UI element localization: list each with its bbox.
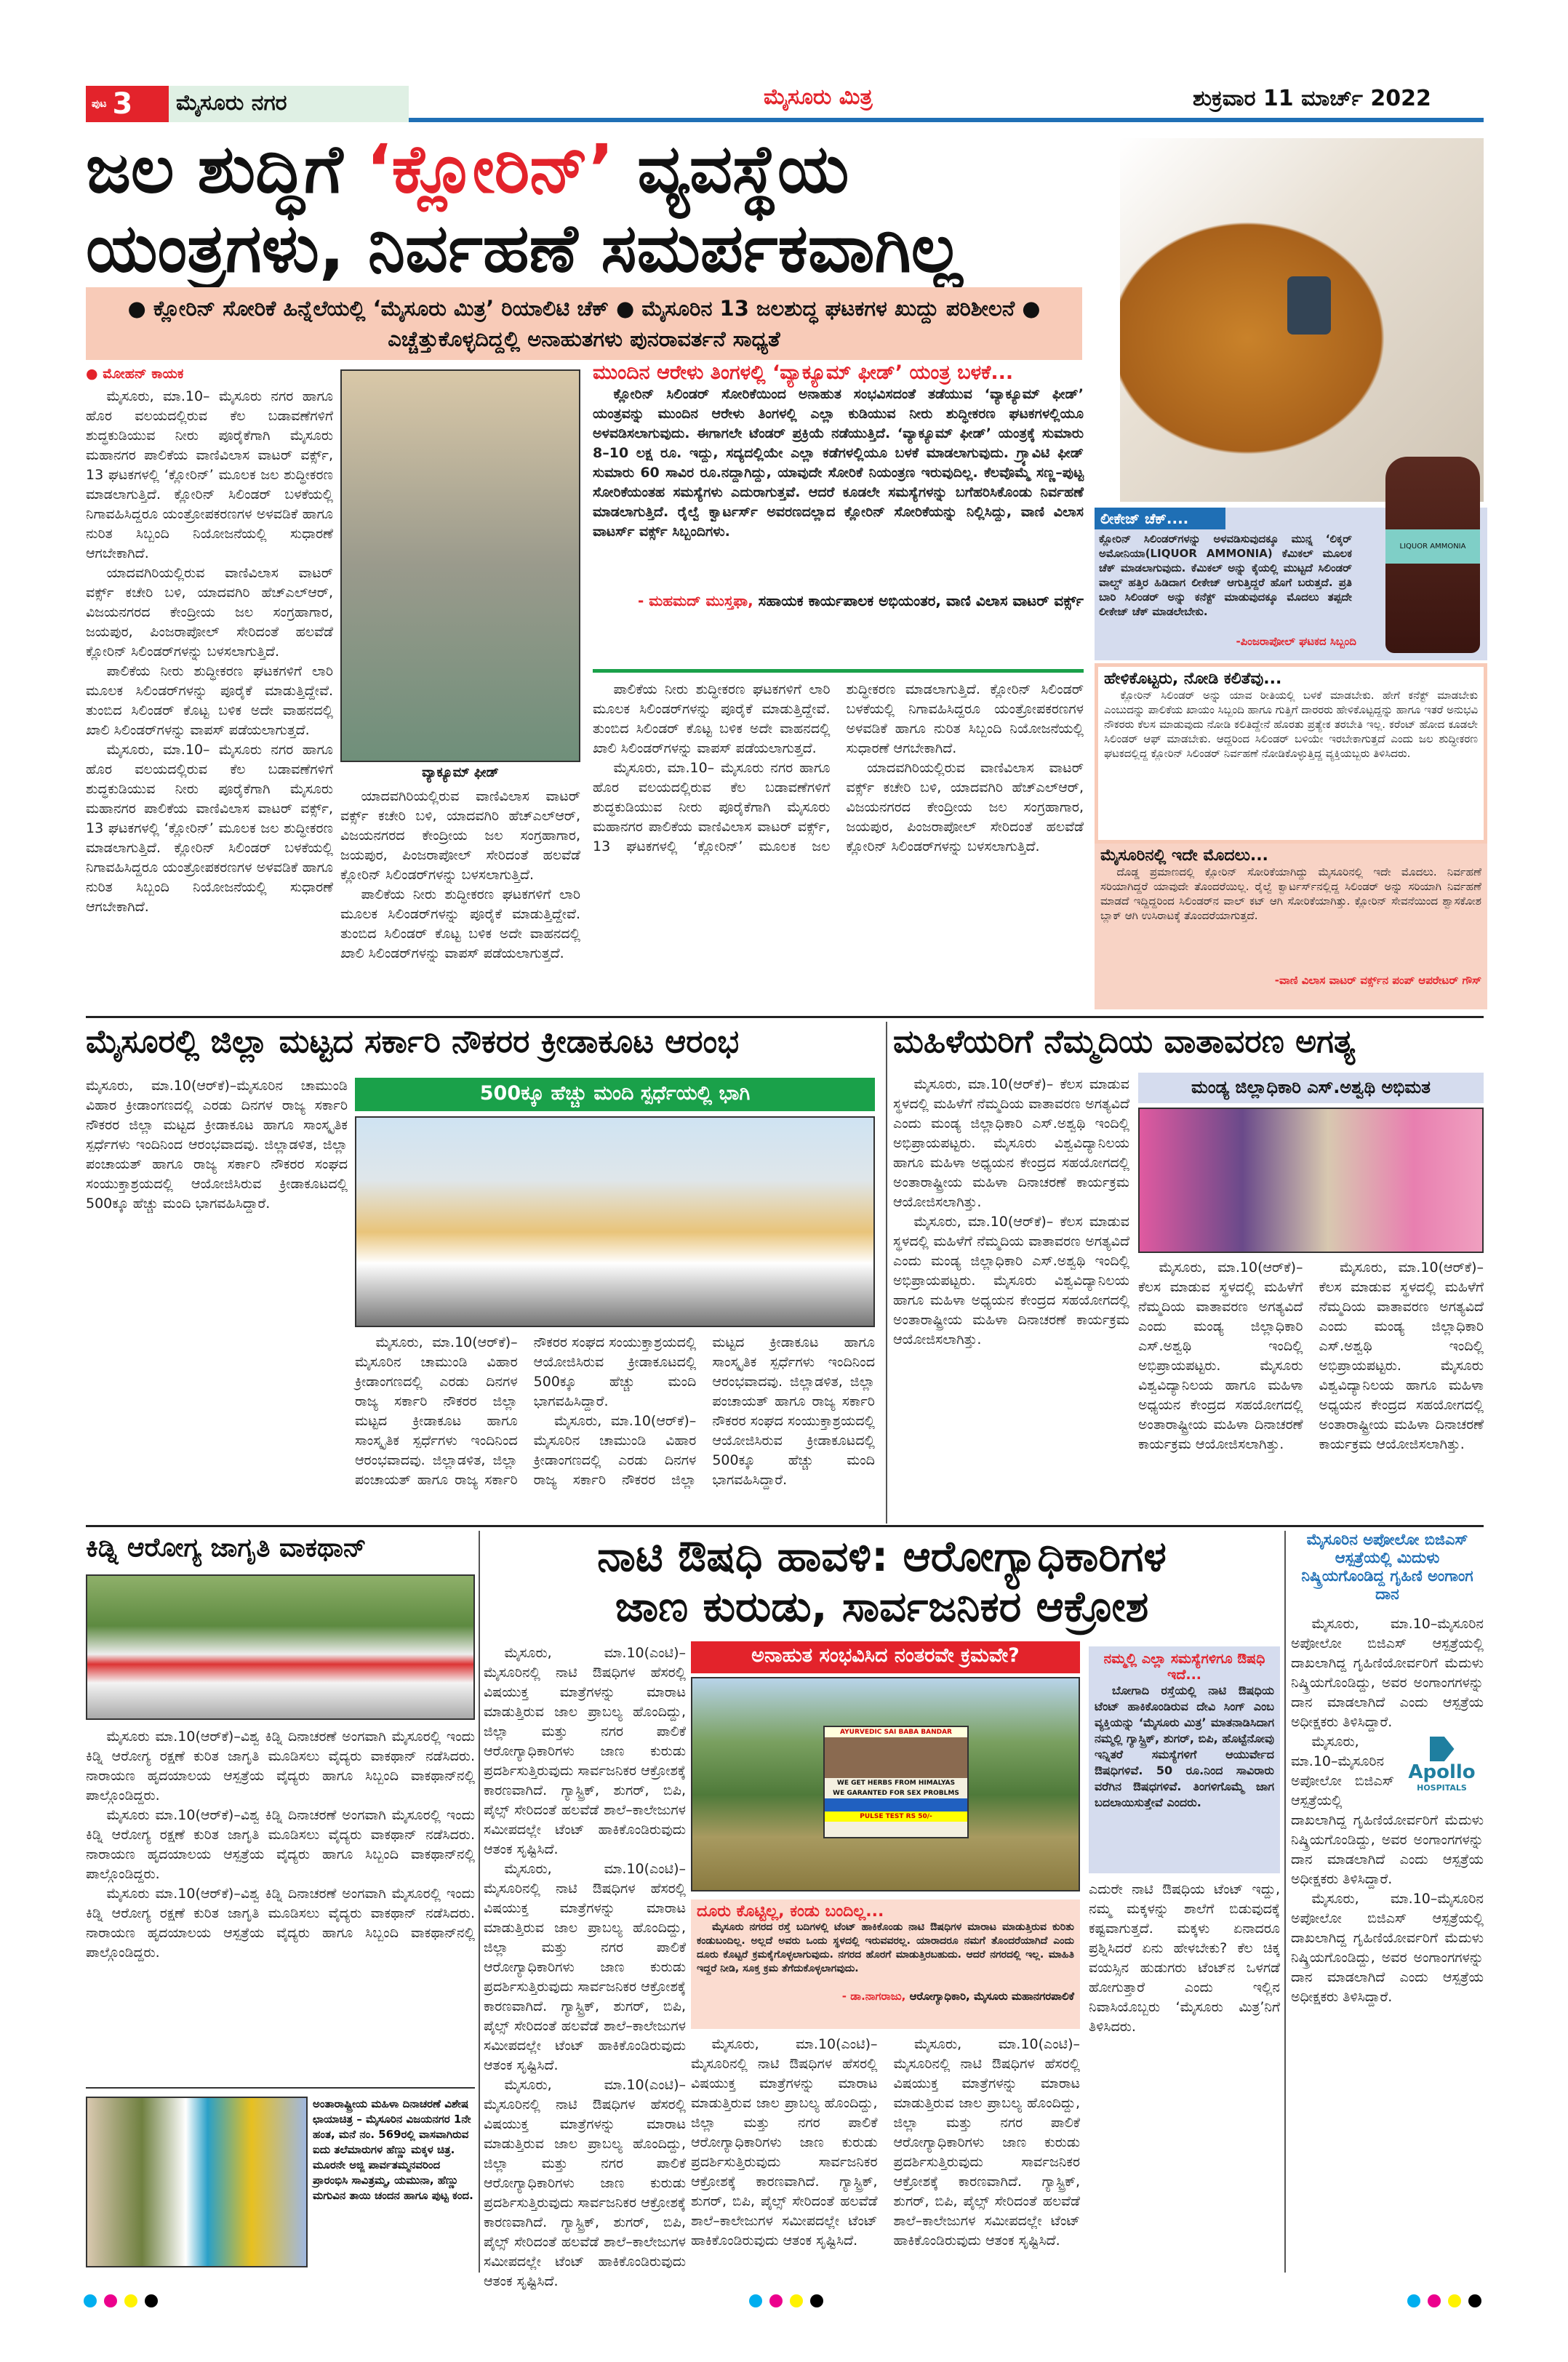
apollo-logo: Apollo HOSPITALS (1400, 1732, 1484, 1798)
registration-dot (104, 2294, 117, 2307)
sports-banner: 500ಕ್ಕೂ ಹೆಚ್ಚು ಮಂದಿ ಸ್ಪರ್ಧೆಯಲ್ಲಿ ಭಾಗಿ (355, 1078, 875, 1111)
registration-dot (1448, 2294, 1461, 2307)
registration-dot (749, 2294, 762, 2307)
fake-medicine-body-col1: ಮೈಸೂರು, ಮಾ.10(ಎಂಟಿ)– ಮೈಸೂರಿನಲ್ಲಿ ನಾಟಿ ಔಷಧಿಗಳ ಹೆಸರಲ್ಲಿ ವಿಷಯುಕ್ತ ಮಾತ್ರೆಗಳನ್ನು ಮಾರಾಟ ಮಾಡುತ್ತಿರುವ ಜಾಲ ಪ್ರಾಬಲ್ಯ ಹೊಂದಿದ್ದು, ಜಿಲ್ಲಾ ಮತ್ತು ನಗರ ಪಾಲಿಕೆ ಆರೋಗ್ಯಾಧಿಕಾರಿಗಳು ಜಾಣ ಕುರುಡು ಪ್ರದರ್ಶಿಸುತ್ತಿರುವುದು ಸಾರ್ವಜನಿಕರ ಆಕ್ರೋಶಕ್ಕೆ ಕಾರಣವಾಗಿದೆ. ಗ್ಯಾಸ್ಟ್ರಿಕ್, ಶುಗರ್, ಬಿಪಿ, ಪೈಲ್ಸ್ ಸೇರಿದಂತೆ ಹಲವೆಡೆ ಶಾಲೆ–ಕಾಲೇಜುಗಳ ಸಮೀಪದಲ್ಲೇ ಟೆಂಟ್ ಹಾಕಿಕೊಂಡಿರುವುದು ಆತಂಕ ಸೃಷ್ಟಿಸಿದೆ. ಮೈಸೂರು, ಮಾ.10(ಎಂಟಿ)– ಮೈಸೂರಿನಲ್ಲಿ ನಾಟಿ ಔಷಧಿಗಳ ಹೆಸರಲ್ಲಿ ವಿಷಯುಕ್ತ ಮಾತ್ರೆಗಳನ್ನು ಮಾರಾಟ ಮಾಡುತ್ತಿರುವ ಜಾಲ ಪ್ರಾಬಲ್ಯ ಹೊಂದಿದ್ದು, ಜಿಲ್ಲಾ ಮತ್ತು ನಗರ ಪಾಲಿಕೆ ಆರೋಗ್ಯಾಧಿಕಾರಿಗಳು ಜಾಣ ಕುರುಡು ಪ್ರದರ್ಶಿಸುತ್ತಿರುವುದು ಸಾರ್ವಜನಿಕರ ಆಕ್ರೋಶಕ್ಕೆ ಕಾರಣವಾಗಿದೆ. ಗ್ಯಾಸ್ಟ್ರಿಕ್, ಶುಗರ್, ಬಿಪಿ, ಪೈಲ್ಸ್ ಸೇರಿದಂತೆ ಹಲವೆಡೆ ಶಾಲೆ–ಕಾಲೇಜುಗಳ ಸಮೀಪದಲ್ಲೇ ಟೆಂಟ್ ಹಾಕಿಕೊಂಡಿರುವುದು ಆತಂಕ ಸೃಷ್ಟಿಸಿದೆ. ಮೈಸೂರು, ಮಾ.10(ಎಂಟಿ)– ಮೈಸೂರಿನಲ್ಲಿ ನಾಟಿ ಔಷಧಿಗಳ ಹೆಸರಲ್ಲಿ ವಿಷಯುಕ್ತ ಮಾತ್ರೆಗಳನ್ನು ಮಾರಾಟ ಮಾಡುತ್ತಿರುವ ಜಾಲ ಪ್ರಾಬಲ್ಯ ಹೊಂದಿದ್ದು, ಜಿಲ್ಲಾ ಮತ್ತು ನಗರ ಪಾಲಿಕೆ ಆರೋಗ್ಯಾಧಿಕಾರಿಗಳು ಜಾಣ ಕುರುಡು ಪ್ರದರ್ಶಿಸುತ್ತಿರುವುದು ಸಾರ್ವಜನಿಕರ ಆಕ್ರೋಶಕ್ಕೆ ಕಾರಣವಾಗಿದೆ. ಗ್ಯಾಸ್ಟ್ರಿಕ್, ಶುಗರ್, ಬಿಪಿ, ಪೈಲ್ಸ್ ಸೇರಿದಂತೆ ಹಲವೆಡೆ ಶಾಲೆ–ಕಾಲೇಜುಗಳ ಸಮೀಪದಲ್ಲೇ ಟೆಂಟ್ ಹಾಕಿಕೊಂಡಿರುವುದು ಆತಂಕ ಸೃಷ್ಟಿಸಿದೆ. (484, 1645, 686, 2289)
leakage-check-box: ಲೀಕೇಜ್ ಚೆಕ್.... ಕ್ಲೋರಿನ್ ಸಿಲಿಂಡರ್‌ಗಳನ್ನು ಅಳವಡಿಸುವುದಕ್ಕೂ ಮುನ್ನ ‘ಲಿಕ್ಕರ್ ಅಮೋನಿಯಾ(LIQUOR AMMONIA) ಕೆಮಿಕಲ್ ಮೂಲಕ ಚೆಕ್ ಮಾಡಲಾಗುವುದು. ಕೆಮಿಕಲ್ ಅನ್ನು ಕೈಯಲ್ಲಿ ಮುಟ್ಟದೆ ಸಿಲಿಂಡರ್ ವಾಲ್ವ್ ಹತ್ತಿರ ಹಿಡಿದಾಗ ಲೀಕೇಜ್ ಆಗುತ್ತಿದ್ದರೆ ಹೊಗೆ ಬರುತ್ತದೆ. ಪ್ರತಿ ಬಾರಿ ಸಿಲಿಂಡರ್ ಅನ್ನು ಕನೆಕ್ಟ್ ಮಾಡುವುದಕ್ಕೂ ಮೊದಲು ತಪ್ಪದೇ ಲೀಕೇಜ್ ಚೆಕ್ ಮಾಡಲೇಬೇಕು. -ಪಿಂಜರಾಪೋಲ್ ಘಟಕದ ಸಿಬ್ಬಂದಿ LIQUOR AMMONIA (1095, 508, 1487, 660)
apollo-body: ಮೈಸೂರು, ಮಾ.10–ಮೈಸೂರಿನ ಅಪೋಲೋ ಬಿಜಿಎಸ್ ಆಸ್ಪತ್ರೆಯಲ್ಲಿ ದಾಖಲಾಗಿದ್ದ ಗೃಹಿಣಿಯೋರ್ವರಿಗೆ ಮೆದುಳು ನಿಷ್ಕ್ರಿಯಗೊಂಡಿದ್ದು, ಅವರ ಅಂಗಾಂಗಗಳನ್ನು ದಾನ ಮಾಡಲಾಗಿದೆ ಎಂದು ಆಸ್ಪತ್ರೆಯ ಅಧೀಕ್ಷಕರು ತಿಳಿಸಿದ್ದಾರೆ. Apollo HOSPITALS ಮೈಸೂರು, ಮಾ.10–ಮೈಸೂರಿನ ಅಪೋಲೋ ಬಿಜಿಎಸ್ ಆಸ್ಪತ್ರೆಯಲ್ಲಿ ದಾಖಲಾಗಿದ್ದ ಗೃಹಿಣಿಯೋರ್ವರಿಗೆ ಮೆದುಳು ನಿಷ್ಕ್ರಿಯಗೊಂಡಿದ್ದು, ಅವರ ಅಂಗಾಂಗಗಳನ್ನು ದಾನ ಮಾಡಲಾಗಿದೆ ಎಂದು ಆಸ್ಪತ್ರೆಯ ಅಧೀಕ್ಷಕರು ತಿಳಿಸಿದ್ದಾರೆ. ಮೈಸೂರು, ಮಾ.10–ಮೈಸೂರಿನ ಅಪೋಲೋ ಬಿಜಿಎಸ್ ಆಸ್ಪತ್ರೆಯಲ್ಲಿ ದಾಖಲಾಗಿದ್ದ ಗೃಹಿಣಿಯೋರ್ವರಿಗೆ ಮೆದುಳು ನಿಷ್ಕ್ರಿಯಗೊಂಡಿದ್ದು, ಅವರ ಅಂಗಾಂಗಗಳನ್ನು ದಾನ ಮಾಡಲಾಗಿದೆ ಎಂದು ಆಸ್ಪತ್ರೆಯ ಅಧೀಕ್ಷಕರು ತಿಳಿಸಿದ್ದಾರೆ. (1291, 1616, 1484, 2005)
section-name: ಮೈಸೂರು ನಗರ (169, 86, 409, 122)
vacuum-feed-photo (340, 369, 580, 762)
women-body-cols: ಮೈಸೂರು, ಮಾ.10(ಆರ್‌ಕೆ)– ಕೆಲಸ ಮಾಡುವ ಸ್ಥಳದಲ್ಲಿ ಮಹಿಳೆಗೆ ನೆಮ್ಮದಿಯ ವಾತಾವರಣ ಅಗತ್ಯವಿದೆ ಎಂದು ಮಂಡ್ಯ ಜಿಲ್ಲಾಧಿಕಾರಿ ಎಸ್.ಅಶ್ವಥಿ ಇಂದಿಲ್ಲಿ ಅಭಿಪ್ರಾಯಪಟ್ಟರು. ಮೈಸೂರು ವಿಶ್ವವಿದ್ಯಾನಿಲಯ ಹಾಗೂ ಮಹಿಳಾ ಅಧ್ಯಯನ ಕೇಂದ್ರದ ಸಹಯೋಗದಲ್ಲಿ ಅಂತಾರಾಷ್ಟ್ರೀಯ ಮಹಿಳಾ ದಿನಾಚರಣೆ ಕಾರ್ಯಕ್ರಮ ಆಯೋಜಿಸಲಾಗಿತ್ತು. ಮೈಸೂರು, ಮಾ.10(ಆರ್‌ಕೆ)– ಕೆಲಸ ಮಾಡುವ ಸ್ಥಳದಲ್ಲಿ ಮಹಿಳೆಗೆ ನೆಮ್ಮದಿಯ ವಾತಾವರಣ ಅಗತ್ಯವಿದೆ ಎಂದು ಮಂಡ್ಯ ಜಿಲ್ಲಾಧಿಕಾರಿ ಎಸ್.ಅಶ್ವಥಿ ಇಂದಿಲ್ಲಿ ಅಭಿಪ್ರಾಯಪಟ್ಟರು. ಮೈಸೂರು ವಿಶ್ವವಿದ್ಯಾನಿಲಯ ಹಾಗೂ ಮಹಿಳಾ ಅಧ್ಯಯನ ಕೇಂದ್ರದ ಸಹಯೋಗದಲ್ಲಿ ಅಂತಾರಾಷ್ಟ್ರೀಯ ಮಹಿಳಾ ದಿನಾಚರಣೆ ಕಾರ್ಯಕ್ರಮ ಆಯೋಜಿಸಲಾಗಿತ್ತು. (1138, 1260, 1484, 1452)
section-divider (86, 1525, 1484, 1527)
medicine-claim-box: ನಮ್ಮಲ್ಲಿ ಎಲ್ಲಾ ಸಮಸ್ಯೆಗಳಿಗೂ ಔಷಧಿ ಇದೆ... ಬೋಗಾದಿ ರಸ್ತೆಯಲ್ಲಿ ನಾಟಿ ಔಷಧಿಯ ಟೆಂಟ್ ಹಾಕಿಕೊಂಡಿರುವ ದೇವಿ ಸಿಂಗ್ ಎಂಬ ವ್ಯಕ್ತಿಯನ್ನು ‘ಮೈಸೂರು ಮಿತ್ರ’ ಮಾತನಾಡಿಸಿದಾಗ ನಮ್ಮಲ್ಲಿ ಗ್ಯಾಸ್ಟ್ರಿಕ್, ಶುಗರ್, ಬಿಪಿ, ಹೊಟ್ಟೆನೋವು ಇನ್ನಿತರೆ ಸಮಸ್ಯೆಗಳಿಗೆ ಆಯುರ್ವೇದ ಔಷಧಿಗಳಿವೆ. 50 ರೂ.ನಿಂದ ಸಾವಿರಾರು ವರೆಗಿನ ಔಷಧಗಳಿವೆ. ತಿಂಗಳಿಗೊಮ್ಮೆ ಜಾಗ ಬದಲಾಯಿಸುತ್ತೇವೆ ಎಂದರು. (1089, 1646, 1280, 1873)
box-rule (86, 2087, 475, 2089)
registration-dot (1407, 2294, 1420, 2307)
tent-signboard: AYURVEDIC SAI BABA BANDAR WE GET HERBS FROM HIMALYAS WE GARANTED FOR SEX PROBLMS PULSE TEST RS 50/- (823, 1726, 969, 1838)
box-title: ಲೀಕೇಜ್ ಚೆಕ್.... (1095, 508, 1225, 529)
issue-date: ಶುಕ್ರವಾರ 11 ಮಾರ್ಚ್ 2022 (1193, 86, 1431, 111)
walkathon-body: ಮೈಸೂರು ಮಾ.10(ಆರ್‌ಕೆ)–ವಿಶ್ವ ಕಿಡ್ನಿ ದಿನಾಚರಣೆ ಅಂಗವಾಗಿ ಮೈಸೂರಲ್ಲಿ ಇಂದು ಕಿಡ್ನಿ ಆರೋಗ್ಯ ರಕ್ಷಣೆ ಕುರಿತ ಜಾಗೃತಿ ಮೂಡಿಸಲು ವೈದ್ಯರು ವಾಕಥಾನ್ ನಡೆಸಿದರು. ನಾರಾಯಣ ಹೃದಯಾಲಯ ಆಸ್ಪತ್ರೆಯ ವೈದ್ಯರು ಹಾಗೂ ಸಿಬ್ಬಂದಿ ವಾಕಥಾನ್‌ನಲ್ಲಿ ಪಾಲ್ಗೊಂಡಿದ್ದರು. ಮೈಸೂರು ಮಾ.10(ಆರ್‌ಕೆ)–ವಿಶ್ವ ಕಿಡ್ನಿ ದಿನಾಚರಣೆ ಅಂಗವಾಗಿ ಮೈಸೂರಲ್ಲಿ ಇಂದು ಕಿಡ್ನಿ ಆರೋಗ್ಯ ರಕ್ಷಣೆ ಕುರಿತ ಜಾಗೃತಿ ಮೂಡಿಸಲು ವೈದ್ಯರು ವಾಕಥಾನ್ ನಡೆಸಿದರು. ನಾರಾಯಣ ಹೃದಯಾಲಯ ಆಸ್ಪತ್ರೆಯ ವೈದ್ಯರು ಹಾಗೂ ಸಿಬ್ಬಂದಿ ವಾಕಥಾನ್‌ನಲ್ಲಿ ಪಾಲ್ಗೊಂಡಿದ್ದರು. ಮೈಸೂರು ಮಾ.10(ಆರ್‌ಕೆ)–ವಿಶ್ವ ಕಿಡ್ನಿ ದಿನಾಚರಣೆ ಅಂಗವಾಗಿ ಮೈಸೂರಲ್ಲಿ ಇಂದು ಕಿಡ್ನಿ ಆರೋಗ್ಯ ರಕ್ಷಣೆ ಕುರಿತ ಜಾಗೃತಿ ಮೂಡಿಸಲು ವೈದ್ಯರು ವಾಕಥಾನ್ ನಡೆಸಿದರು. ನಾರಾಯಣ ಹೃದಯಾಲಯ ಆಸ್ಪತ್ರೆಯ ವೈದ್ಯರು ಹಾಗೂ ಸಿಬ್ಬಂದಿ ವಾಕಥಾನ್‌ನಲ್ಲಿ ಪಾಲ್ಗೊಂಡಿದ್ದರು. (86, 1729, 475, 1961)
fake-medicine-banner: ಅನಾಹುತ ಸಂಭವಿಸಿದ ನಂತರವೇ ಕ್ರಮವೇ? (691, 1641, 1080, 1673)
five-generations-caption: ಅಂತಾರಾಷ್ಟ್ರೀಯ ಮಹಿಳಾ ದಿನಾಚರಣೆ ವಿಶೇಷ ಛಾಯಾಚಿತ್ರ – ಮೈಸೂರಿನ ವಿಜಯನಗರ 1ನೇ ಹಂತ, ಮನೆ ನಂ. 569ರಲ್ಲಿ ವಾಸವಾಗಿರುವ ಐದು ತಲೆಮಾರುಗಳ ಹೆಣ್ಣು ಮಕ್ಕಳ ಚಿತ್ರ. ಮೂರನೇ ಅಜ್ಜಿ ಪಾರ್ವತಮ್ಮನವರಿಂದ ಪ್ರಾರಂಭಿಸಿ ಸಾವಿತ್ರಮ್ಮ, ಯಮುನಾ, ಹೆಣ್ಣು ಮಗುವಿನ ತಾಯಿ ಚಂದನ ಹಾಗೂ ಪುಟ್ಟ ಕಂದ. (313, 2097, 473, 2202)
header-rule (409, 118, 1484, 122)
liquor-ammonia-bottle: LIQUOR AMMONIA (1385, 457, 1480, 653)
fake-medicine-headline: ನಾಟಿ ಔಷಧಿ ಹಾವಳಿ: ಆರೋಗ್ಯಾಧಿಕಾರಿಗಳ ಜಾಣ ಕುರುಡು, ಸಾರ್ವಜನಿಕರ ಆಕ್ರೋಶ (597, 1532, 1167, 1631)
page-tag (86, 86, 169, 122)
fake-medicine-body-cols: ಮೈಸೂರು, ಮಾ.10(ಎಂಟಿ)– ಮೈಸೂರಿನಲ್ಲಿ ನಾಟಿ ಔಷಧಿಗಳ ಹೆಸರಲ್ಲಿ ವಿಷಯುಕ್ತ ಮಾತ್ರೆಗಳನ್ನು ಮಾರಾಟ ಮಾಡುತ್ತಿರುವ ಜಾಲ ಪ್ರಾಬಲ್ಯ ಹೊಂದಿದ್ದು, ಜಿಲ್ಲಾ ಮತ್ತು ನಗರ ಪಾಲಿಕೆ ಆರೋಗ್ಯಾಧಿಕಾರಿಗಳು ಜಾಣ ಕುರುಡು ಪ್ರದರ್ಶಿಸುತ್ತಿರುವುದು ಸಾರ್ವಜನಿಕರ ಆಕ್ರೋಶಕ್ಕೆ ಕಾರಣವಾಗಿದೆ. ಗ್ಯಾಸ್ಟ್ರಿಕ್, ಶುಗರ್, ಬಿಪಿ, ಪೈಲ್ಸ್ ಸೇರಿದಂತೆ ಹಲವೆಡೆ ಶಾಲೆ–ಕಾಲೇಜುಗಳ ಸಮೀಪದಲ್ಲೇ ಟೆಂಟ್ ಹಾಕಿಕೊಂಡಿರುವುದು ಆತಂಕ ಸೃಷ್ಟಿಸಿದೆ. ಮೈಸೂರು, ಮಾ.10(ಎಂಟಿ)– ಮೈಸೂರಿನಲ್ಲಿ ನಾಟಿ ಔಷಧಿಗಳ ಹೆಸರಲ್ಲಿ ವಿಷಯುಕ್ತ ಮಾತ್ರೆಗಳನ್ನು ಮಾರಾಟ ಮಾಡುತ್ತಿರುವ ಜಾಲ ಪ್ರಾಬಲ್ಯ ಹೊಂದಿದ್ದು, ಜಿಲ್ಲಾ ಮತ್ತು ನಗರ ಪಾಲಿಕೆ ಆರೋಗ್ಯಾಧಿಕಾರಿಗಳು ಜಾಣ ಕುರುಡು ಪ್ರದರ್ಶಿಸುತ್ತಿರುವುದು ಸಾರ್ವಜನಿಕರ ಆಕ್ರೋಶಕ್ಕೆ ಕಾರಣವಾಗಿದೆ. ಗ್ಯಾಸ್ಟ್ರಿಕ್, ಶುಗರ್, ಬಿಪಿ, ಪೈಲ್ಸ್ ಸೇರಿದಂತೆ ಹಲವೆಡೆ ಶಾಲೆ–ಕಾಲೇಜುಗಳ ಸಮೀಪದಲ್ಲೇ ಟೆಂಟ್ ಹಾಕಿಕೊಂಡಿರುವುದು ಆತಂಕ ಸೃಷ್ಟಿಸಿದೆ. (691, 2036, 1080, 2249)
women-headline: ಮಹಿಳೆಯರಿಗೆ ನೆಮ್ಮದಿಯ ವಾತಾವರಣ ಅಗತ್ಯ (893, 1023, 1356, 1060)
headline-highlight: ‘ಕ್ಲೋರಿನ್’ (366, 130, 615, 208)
lead-byline: ● ಮೋಹನ್ ಕಾಯಕ (86, 366, 184, 382)
apollo-emblem-icon (1430, 1737, 1455, 1761)
walkathon-photo (86, 1574, 475, 1720)
lead-subhead: ● ಕ್ಲೋರಿನ್ ಸೋರಿಕೆ ಹಿನ್ನೆಲೆಯಲ್ಲಿ ‘ಮೈಸೂರು ಮಿತ್ರ’ ರಿಯಾಲಿಟಿ ಚೆಕ್ ● ಮೈಸೂರಿನ 13 ಜಲಶುದ್ಧ ಘಟಕಗಳ ಖುದ್ದು ಪರಿಶೀಲನೆ ● ಎಚ್ಚೆತ್ತುಕೊಳ್ಳದಿದ್ದಲ್ಲಿ ಅನಾಹುತಗಳು ಪುನರಾವರ್ತನೆ ಸಾಧ್ಯತೆ (86, 287, 1082, 360)
vacuum-feed-box: ಮುಂದಿನ ಆರೇಳು ತಿಂಗಳಲ್ಲಿ ‘ವ್ಯಾಕ್ಯೂಮ್ ಫೀಡ್’ ಯಂತ್ರ ಬಳಕೆ... ಕ್ಲೋರಿನ್ ಸಿಲಿಂಡರ್ ಸೋರಿಕೆಯಿಂದ ಅನಾಹುತ ಸಂಭವಿಸದಂತೆ ತಡೆಯುವ ‘ವ್ಯಾಕ್ಯೂಮ್ ಫೀಡ್’ ಯಂತ್ರವನ್ನು ಮುಂದಿನ ಆರೇಳು ತಿಂಗಳಲ್ಲಿ ಎಲ್ಲಾ ಕುಡಿಯುವ ನೀರು ಶುದ್ಧೀಕರಣ ಘಟಕಗಳಲ್ಲಿಯೂ ಅಳವಡಿಸಲಾಗುವುದು. ಈಗಾಗಲೇ ಟೆಂಡರ್ ಪ್ರಕ್ರಿಯೆ ನಡೆಯುತ್ತಿದೆ. ‘ವ್ಯಾಕ್ಯೂಮ್ ಫೀಡ್’ ಯಂತ್ರಕ್ಕೆ ಸುಮಾರು 8–10 ಲಕ್ಷ ರೂ. ಇದ್ದು, ಸದ್ಯದಲ್ಲಿಯೇ ಎಲ್ಲಾ ಕಡೆಗಳಲ್ಲಿಯೂ ಬಳಕೆ ಮಾಡಲಾಗುವುದು. ಗ್ರ್ಯಾವಿಟಿ ಫೀಡ್ ಸುಮಾರು 60 ಸಾವಿರ ರೂ.ನದ್ದಾಗಿದ್ದು, ಯಾವುದೇ ಸೋರಿಕೆ ನಿಯಂತ್ರಣ ಇರುವುದಿಲ್ಲ. ಕೆಲವೊಮ್ಮೆ ಸಣ್ಣ–ಪುಟ್ಟ ಸೋರಿಕೆಯಂತಹ ಸಮಸ್ಯೆಗಳು ಎದುರಾಗುತ್ತವೆ. ಆದರೆ ಕೂಡಲೇ ಸಮಸ್ಯೆಗಳನ್ನು ಬಗೆಹರಿಸಿಕೊಂಡು ನಿರ್ವಹಣೆ ಮಾಡಲಾಗುತ್ತಿದೆ. ರೈಲ್ವೆ ಕ್ವಾರ್ಟರ್ಸ್ ಅವರಣದಲ್ಲಾದ ಕ್ಲೋರಿನ್ ಸೋರಿಕೆಯನ್ನು ನಿಲ್ಲಿಸಿದ್ದು, ವಾಣಿ ವಿಲಾಸ ವಾಟರ್ಸ್ ವರ್ಕ್ಸ್ ಸಿಬ್ಬಂದಿಗಳು. - ಮಹಮದ್ ಮುಸ್ತಫಾ, ಸಹಾಯಕ ಕಾರ್ಯಪಾಲಕ ಅಭಿಯಂತರ, ವಾಣಿ ವಿಲಾಸ ವಾಟರ್ ವರ್ಕ್ಸ್ (593, 361, 1084, 673)
section-divider (86, 1016, 1484, 1018)
first-time-box: ಮೈಸೂರಿನಲ್ಲಿ ಇದೇ ಮೊದಲು... ದೊಡ್ಡ ಪ್ರಮಾಣದಲ್ಲಿ ಕ್ಲೋರಿನ್ ಸೋರಿಕೆಯಾಗಿದ್ದು ಮೈಸೂರಿನಲ್ಲಿ ಇದೇ ಮೊದಲು. ನಿರ್ವಹಣೆ ಸರಿಯಾಗಿದ್ದರೆ ಯಾವುದೇ ತೊಂದರೆಯಿಲ್ಲ. ರೈಲ್ವೆ ಕ್ವಾರ್ಟರ್ಸ್‌ನಲ್ಲಿದ್ದ ಸಿಲಿಂಡರ್ ಅನ್ನು ಸರಿಯಾಗಿ ನಿರ್ವಹಣೆ ಮಾಡದೆ ಇದ್ದಿದ್ದರಿಂದ ಸಿಲಿಂಡರ್‌ನ ವಾಲ್ ಕಟ್ ಆಗಿ ಸೋರಿಕೆಯಾಗಿತ್ತು. ಕ್ಲೋರಿನ್ ಸೇವನೆಯಿಂದ ಶ್ವಾಸಕೋಶ ಬ್ಲಾಕ್ ಆಗಿ ಉಸಿರಾಟಕ್ಕೆ ತೊಂದರೆಯಾಗುತ್ತದೆ. -ವಾಣಿ ವಿಲಾಸ ವಾಟರ್ ವರ್ಕ್ಸ್‌ನ ಪಂಪ್ ಆಪರೇಟರ್ ಗೌಸ್ (1095, 844, 1487, 1009)
photo-caption: ವ್ಯಾಕ್ಯೂಮ್ ಫೀಡ್ (422, 765, 499, 780)
taught-box: ಹೇಳಿಕೊಟ್ಟರು, ನೋಡಿ ಕಲಿತೆವು... ಕ್ಲೋರಿನ್ ಸಿಲಿಂಡರ್ ಅನ್ನು ಯಾವ ರೀತಿಯಲ್ಲಿ ಬಳಕೆ ಮಾಡಬೇಕು. ಹೇಗೆ ಕನೆಕ್ಟ್ ಮಾಡಬೇಕು ಎಂಬುದನ್ನು ಪಾಲಿಕೆಯ ಖಾಯಂ ಸಿಬ್ಬಂದಿ ಹಾಗೂ ಗುತ್ತಿಗೆ ದಾರರರು ಹೇಳಿಕೊಟ್ಟದ್ದನ್ನು ಹಾಗೂ ಇತರೆ ಅನುಭವಿ ನೌಕರರು ಕೆಲಸ ಮಾಡುವುದು ನೋಡಿ ಕಲಿತಿದ್ದೇನೆ ಹೊರತು ಪ್ರತ್ಯೇಕ ತರಬೇತಿ ಇಲ್ಲ. ಕರೆಂಟ್ ಹೋದ ಕೂಡಲೇ ಸಿಲಿಂಡರ್ ಆಫ್ ಮಾಡಬೇಕು. ಆದ್ದರಿಂದ ಸಿಲಿಂಡರ್ ಬಳಿಯೇ ಇರಬೇಕಾಗುತ್ತದೆ ಎಂದು ಜಲ ಶುದ್ಧೀಕರಣ ಘಟಕದಲ್ಲಿದ್ದ ಕ್ಲೋರಿನ್ ಸಿಲಿಂಡರ್ ನಿರ್ವಹಣೆ ನೋಡಿಕೊಳ್ಳುತ್ತಿದ್ದ ವ್ಯಕ್ತಿಯಬ್ಬರು ತಿಳಿಸಿದರು. (1095, 663, 1487, 844)
sports-event-photo (355, 1116, 875, 1327)
registration-dot (1468, 2294, 1481, 2307)
registration-dot (790, 2294, 803, 2307)
lead-body-col3: ಪಾಲಿಕೆಯ ನೀರು ಶುದ್ಧೀಕರಣ ಘಟಕಗಳಿಗೆ ಲಾರಿ ಮೂಲಕ ಸಿಲಿಂಡರ್‌ಗಳನ್ನು ಪೂರೈಕೆ ಮಾಡುತ್ತಿದ್ದೇವೆ. ತುಂಬಿದ ಸಿಲಿಂಡರ್ ಕೊಟ್ಟ ಬಳಿಕ ಅದೇ ವಾಹನದಲ್ಲಿ ಖಾಲಿ ಸಿಲಿಂಡರ್‌ಗಳನ್ನು ವಾಪಸ್ ಪಡೆಯಲಾಗುತ್ತದೆ. ಮೈಸೂರು, ಮಾ.10– ಮೈಸೂರು ನಗರ ಹಾಗೂ ಹೊರ ವಲಯದಲ್ಲಿರುವ ಕೆಲ ಬಡಾವಣೆಗಳಿಗೆ ಶುದ್ಧಕುಡಿಯುವ ನೀರು ಪೂರೈಕೆಗಾಗಿ ಮೈಸೂರು ಮಹಾನಗರ ಪಾಲಿಕೆಯ ವಾಣಿವಿಲಾಸ ವಾಟರ್ ವರ್ಕ್ಸ್, 13 ಘಟಕಗಳಲ್ಲಿ ‘ಕ್ಲೋರಿನ್’ ಮೂಲಕ ಜಲ ಶುದ್ಧೀಕರಣ ಮಾಡಲಾಗುತ್ತಿದೆ. ಕ್ಲೋರಿನ್ ಸಿಲಿಂಡರ್ ಬಳಕೆಯಲ್ಲಿ ನಿಗಾವಹಿಸಿದ್ದರೂ ಯಂತ್ರೋಪಕರಣಗಳ ಅಳವಡಿಕೆ ಹಾಗೂ ನುರಿತ ಸಿಬ್ಬಂದಿ ನಿಯೋಜನೆಯಲ್ಲಿ ಸುಧಾರಣೆ ಆಗಬೇಕಾಗಿದೆ. ಯಾದವಗಿರಿಯಲ್ಲಿರುವ ವಾಣಿವಿಲಾಸ ವಾಟರ್ ವರ್ಕ್ಸ್ ಕಚೇರಿ ಬಳಿ, ಯಾದವಗಿರಿ ಹೆಚ್‌ಎಲ್‌ಆರ್, ವಿಜಯನಗರದ ಕೇಂದ್ರೀಯ ಜಲ ಸಂಗ್ರಹಾಗಾರ, ಜಯಪುರ, ಪಿಂಜರಾಪೋಲ್ ಸೇರಿದಂತೆ ಹಲವೆಡೆ ಕ್ಲೋರಿನ್ ಸಿಲಿಂಡರ್‌ಗಳನ್ನು ಬಳಸಲಾಗುತ್ತಿದೆ. (593, 681, 1084, 854)
complaint-box: ದೂರು ಕೊಟ್ಟಿಲ್ಲ, ಕಂಡು ಬಂದಿಲ್ಲ... ಮೈಸೂರು ನಗರದ ರಸ್ತೆ ಬದಿಗಳಲ್ಲಿ ಟೆಂಟ್ ಹಾಕಿಕೊಂಡು ನಾಟಿ ಔಷಧಿಗಳ ಮಾರಾಟ ಮಾಡುತ್ತಿರುವ ಕುರಿತು ಕಂಡುಬಂದಿಲ್ಲ. ಅಲ್ಲದೆ ಅವರು ಒಂದು ಸ್ಥಳದಲ್ಲಿ ಇರುವವರಲ್ಲ. ಯಾರಾದರೂ ನಮಗೆ ತೊಂದರೆಯಾಗಿದೆ ಎಂದು ದೂರು ಕೊಟ್ಟರೆ ಕ್ರಮಕೈಗೊಳ್ಳಲಾಗುವುದು. ನಗರದ ಹೊರಗೆ ಮಾಡುತ್ತಿರಬಹುದು. ಆದರೆ ನಗರದಲ್ಲಿ ಇಲ್ಲ. ಮಾಹಿತಿ ಇದ್ದರೆ ನೀಡಿ, ಸೂಕ್ತ ಕ್ರಮ ತೆಗೆದುಕೊಳ್ಳಲಾಗವುದು. - ಡಾ.ನಾಗರಾಜು, ಆರೋಗ್ಯಾಧಿಕಾರಿ, ಮೈಸೂರು ಮಹಾನಗರಪಾಲಿಕೆ (691, 1899, 1080, 2029)
paper-name: ಮೈಸೂರು ಮಿತ್ರ (764, 84, 873, 110)
registration-dot (145, 2294, 158, 2307)
lead-body-col1: ಮೈಸೂರು, ಮಾ.10– ಮೈಸೂರು ನಗರ ಹಾಗೂ ಹೊರ ವಲಯದಲ್ಲಿರುವ ಕೆಲ ಬಡಾವಣೆಗಳಿಗೆ ಶುದ್ಧಕುಡಿಯುವ ನೀರು ಪೂರೈಕೆಗಾಗಿ ಮೈಸೂರು ಮಹಾನಗರ ಪಾಲಿಕೆಯ ವಾಣಿವಿಲಾಸ ವಾಟರ್ ವರ್ಕ್ಸ್, 13 ಘಟಕಗಳಲ್ಲಿ ‘ಕ್ಲೋರಿನ್’ ಮೂಲಕ ಜಲ ಶುದ್ಧೀಕರಣ ಮಾಡಲಾಗುತ್ತಿದೆ. ಕ್ಲೋರಿನ್ ಸಿಲಿಂಡರ್ ಬಳಕೆಯಲ್ಲಿ ನಿಗಾವಹಿಸಿದ್ದರೂ ಯಂತ್ರೋಪಕರಣಗಳ ಅಳವಡಿಕೆ ಹಾಗೂ ನುರಿತ ಸಿಬ್ಬಂದಿ ನಿಯೋಜನೆಯಲ್ಲಿ ಸುಧಾರಣೆ ಆಗಬೇಕಾಗಿದೆ. ಯಾದವಗಿರಿಯಲ್ಲಿರುವ ವಾಣಿವಿಲಾಸ ವಾಟರ್ ವರ್ಕ್ಸ್ ಕಚೇರಿ ಬಳಿ, ಯಾದವಗಿರಿ ಹೆಚ್‌ಎಲ್‌ಆರ್, ವಿಜಯನಗರದ ಕೇಂದ್ರೀಯ ಜಲ ಸಂಗ್ರಹಾಗಾರ, ಜಯಪುರ, ಪಿಂಜರಾಪೋಲ್ ಸೇರಿದಂತೆ ಹಲವೆಡೆ ಕ್ಲೋರಿನ್ ಸಿಲಿಂಡರ್‌ಗಳನ್ನು ಬಳಸಲಾಗುತ್ತಿದೆ. ಪಾಲಿಕೆಯ ನೀರು ಶುದ್ಧೀಕರಣ ಘಟಕಗಳಿಗೆ ಲಾರಿ ಮೂಲಕ ಸಿಲಿಂಡರ್‌ಗಳನ್ನು ಪೂರೈಕೆ ಮಾಡುತ್ತಿದ್ದೇವೆ. ತುಂಬಿದ ಸಿಲಿಂಡರ್ ಕೊಟ್ಟ ಬಳಿಕ ಅದೇ ವಾಹನದಲ್ಲಿ ಖಾಲಿ ಸಿಲಿಂಡರ್‌ಗಳನ್ನು ವಾಪಸ್ ಪಡೆಯಲಾಗುತ್ತದೆ. ಮೈಸೂರು, ಮಾ.10– ಮೈಸೂರು ನಗರ ಹಾಗೂ ಹೊರ ವಲಯದಲ್ಲಿರುವ ಕೆಲ ಬಡಾವಣೆಗಳಿಗೆ ಶುದ್ಧಕುಡಿಯುವ ನೀರು ಪೂರೈಕೆಗಾಗಿ ಮೈಸೂರು ಮಹಾನಗರ ಪಾಲಿಕೆಯ ವಾಣಿವಿಲಾಸ ವಾಟರ್ ವರ್ಕ್ಸ್, 13 ಘಟಕಗಳಲ್ಲಿ ‘ಕ್ಲೋರಿನ್’ ಮೂಲಕ ಜಲ ಶುದ್ಧೀಕರಣ ಮಾಡಲಾಗುತ್ತಿದೆ. ಕ್ಲೋರಿನ್ ಸಿಲಿಂಡರ್ ಬಳಕೆಯಲ್ಲಿ ನಿಗಾವಹಿಸಿದ್ದರೂ ಯಂತ್ರೋಪಕರಣಗಳ ಅಳವಡಿಕೆ ಹಾಗೂ ನುರಿತ ಸಿಬ್ಬಂದಿ ನಿಯೋಜನೆಯಲ್ಲಿ ಸುಧಾರಣೆ ಆಗಬೇಕಾಗಿದೆ. (86, 388, 333, 915)
box-title: ಮುಂದಿನ ಆರೇಳು ತಿಂಗಳಲ್ಲಿ ‘ವ್ಯಾಕ್ಯೂಮ್ ಫೀಡ್’ ಯಂತ್ರ ಬಳಕೆ... (593, 361, 1014, 384)
registration-dot (124, 2294, 137, 2307)
women-body-col1: ಮೈಸೂರು, ಮಾ.10(ಆರ್‌ಕೆ)– ಕೆಲಸ ಮಾಡುವ ಸ್ಥಳದಲ್ಲಿ ಮಹಿಳೆಗೆ ನೆಮ್ಮದಿಯ ವಾತಾವರಣ ಅಗತ್ಯವಿದೆ ಎಂದು ಮಂಡ್ಯ ಜಿಲ್ಲಾಧಿಕಾರಿ ಎಸ್.ಅಶ್ವಥಿ ಇಂದಿಲ್ಲಿ ಅಭಿಪ್ರಾಯಪಟ್ಟರು. ಮೈಸೂರು ವಿಶ್ವವಿದ್ಯಾನಿಲಯ ಹಾಗೂ ಮಹಿಳಾ ಅಧ್ಯಯನ ಕೇಂದ್ರದ ಸಹಯೋಗದಲ್ಲಿ ಅಂತಾರಾಷ್ಟ್ರೀಯ ಮಹಿಳಾ ದಿನಾಚರಣೆ ಕಾರ್ಯಕ್ರಮ ಆಯೋಜಿಸಲಾಗಿತ್ತು. ಮೈಸೂರು, ಮಾ.10(ಆರ್‌ಕೆ)– ಕೆಲಸ ಮಾಡುವ ಸ್ಥಳದಲ್ಲಿ ಮಹಿಳೆಗೆ ನೆಮ್ಮದಿಯ ವಾತಾವರಣ ಅಗತ್ಯವಿದೆ ಎಂದು ಮಂಡ್ಯ ಜಿಲ್ಲಾಧಿಕಾರಿ ಎಸ್.ಅಶ್ವಥಿ ಇಂದಿಲ್ಲಿ ಅಭಿಪ್ರಾಯಪಟ್ಟರು. ಮೈಸೂರು ವಿಶ್ವವಿದ್ಯಾನಿಲಯ ಹಾಗೂ ಮಹಿಳಾ ಅಧ್ಯಯನ ಕೇಂದ್ರದ ಸಹಯೋಗದಲ್ಲಿ ಅಂತಾರಾಷ್ಟ್ರೀಯ ಮಹಿಳಾ ದಿನಾಚರಣೆ ಕಾರ್ಯಕ್ರಮ ಆಯೋಜಿಸಲಾಗಿತ್ತು. (893, 1076, 1129, 1348)
registration-dot (810, 2294, 823, 2307)
lead-body-col2: ಯಾದವಗಿರಿಯಲ್ಲಿರುವ ವಾಣಿವಿಲಾಸ ವಾಟರ್ ವರ್ಕ್ಸ್ ಕಚೇರಿ ಬಳಿ, ಯಾದವಗಿರಿ ಹೆಚ್‌ಎಲ್‌ಆರ್, ವಿಜಯನಗರದ ಕೇಂದ್ರೀಯ ಜಲ ಸಂಗ್ರಹಾಗಾರ, ಜಯಪುರ, ಪಿಂಜರಾಪೋಲ್ ಸೇರಿದಂತೆ ಹಲವೆಡೆ ಕ್ಲೋರಿನ್ ಸಿಲಿಂಡರ್‌ಗಳನ್ನು ಬಳಸಲಾಗುತ್ತಿದೆ. ಪಾಲಿಕೆಯ ನೀರು ಶುದ್ಧೀಕರಣ ಘಟಕಗಳಿಗೆ ಲಾರಿ ಮೂಲಕ ಸಿಲಿಂಡರ್‌ಗಳನ್ನು ಪೂರೈಕೆ ಮಾಡುತ್ತಿದ್ದೇವೆ. ತುಂಬಿದ ಸಿಲಿಂಡರ್ ಕೊಟ್ಟ ಬಳಿಕ ಅದೇ ವಾಹನದಲ್ಲಿ ಖಾಲಿ ಸಿಲಿಂಡರ್‌ಗಳನ್ನು ವಾಪಸ್ ಪಡೆಯಲಾಗುತ್ತದೆ. (340, 788, 580, 961)
chlorine-cylinder-photo (1120, 138, 1484, 502)
column-divider (1284, 1531, 1286, 2273)
gauge-icon (1287, 276, 1331, 335)
page-number: 3 (112, 87, 133, 121)
registration-dot (84, 2294, 97, 2307)
registration-dot (1428, 2294, 1441, 2307)
fake-medicine-side-text: ಎದುರೇ ನಾಟಿ ಔಷಧಿಯ ಟೆಂಟ್ ಇದ್ದು, ನಮ್ಮ ಮಕ್ಕಳನ್ನು ಶಾಲೆಗೆ ಬಿಡುವುದಕ್ಕೆ ಕಷ್ಟವಾಗುತ್ತದೆ. ಮಕ್ಕಳು ಏನಾದರೂ ಪ್ರಶ್ನಿಸಿದರೆ ಏನು ಹೇಳಬೇಕು? ಕೆಲ ಚಿಕ್ಕ ವಯಸ್ಸಿನ ಹುಡುಗರು ಟೆಂಟ್‌ನ ಒಳಗಡೆ ಹೋಗುತ್ತಾರೆ ಎಂದು ಇಲ್ಲಿನ ನಿವಾಸಿಯೊಬ್ಬರು ‘ಮೈಸೂರು ಮಿತ್ರ’ನಿಗೆ ತಿಳಿಸಿದರು. (1089, 1881, 1280, 2035)
lead-headline: ಜಲ ಶುದ್ಧಿಗೆ ‘ಕ್ಲೋರಿನ್’ ವ್ಯವಸ್ಥೆಯ ಯಂತ್ರಗಳು, ನಿರ್ವಹಣೆ ಸಮರ್ಪಕವಾಗಿಲ್ಲ (86, 130, 963, 287)
women-event-photo (1138, 1108, 1484, 1253)
women-banner: ಮಂಡ್ಯ ಜಿಲ್ಲಾಧಿಕಾರಿ ಎಸ್.ಅಶ್ವಥಿ ಅಭಿಮತ (1138, 1073, 1484, 1103)
page-label: ಪುಟ (92, 98, 107, 110)
column-divider (479, 1531, 480, 2273)
roadside-tent-photo (691, 1677, 1080, 1891)
sports-body-cols: ಮೈಸೂರು, ಮಾ.10(ಆರ್‌ಕೆ)–ಮೈಸೂರಿನ ಚಾಮುಂಡಿ ವಿಹಾರ ಕ್ರೀಡಾಂಗಣದಲ್ಲಿ ಎರಡು ದಿನಗಳ ರಾಜ್ಯ ಸರ್ಕಾರಿ ನೌಕರರ ಜಿಲ್ಲಾ ಮಟ್ಟದ ಕ್ರೀಡಾಕೂಟ ಹಾಗೂ ಸಾಂಸ್ಕೃತಿಕ ಸ್ಪರ್ಧೆಗಳು ಇಂದಿನಿಂದ ಆರಂಭವಾದವು. ಜಿಲ್ಲಾಡಳಿತ, ಜಿಲ್ಲಾ ಪಂಚಾಯತ್ ಹಾಗೂ ರಾಜ್ಯ ಸರ್ಕಾರಿ ನೌಕರರ ಸಂಘದ ಸಂಯುಕ್ತಾಶ್ರಯದಲ್ಲಿ ಆಯೋಜಿಸಿರುವ ಕ್ರೀಡಾಕೂಟದಲ್ಲಿ 500ಕ್ಕೂ ಹೆಚ್ಚು ಮಂದಿ ಭಾಗವಹಿಸಿದ್ದಾರೆ. ಮೈಸೂರು, ಮಾ.10(ಆರ್‌ಕೆ)–ಮೈಸೂರಿನ ಚಾಮುಂಡಿ ವಿಹಾರ ಕ್ರೀಡಾಂಗಣದಲ್ಲಿ ಎರಡು ದಿನಗಳ ರಾಜ್ಯ ಸರ್ಕಾರಿ ನೌಕರರ ಜಿಲ್ಲಾ ಮಟ್ಟದ ಕ್ರೀಡಾಕೂಟ ಹಾಗೂ ಸಾಂಸ್ಕೃತಿಕ ಸ್ಪರ್ಧೆಗಳು ಇಂದಿನಿಂದ ಆರಂಭವಾದವು. ಜಿಲ್ಲಾಡಳಿತ, ಜಿಲ್ಲಾ ಪಂಚಾಯತ್ ಹಾಗೂ ರಾಜ್ಯ ಸರ್ಕಾರಿ ನೌಕರರ ಸಂಘದ ಸಂಯುಕ್ತಾಶ್ರಯದಲ್ಲಿ ಆಯೋಜಿಸಿರುವ ಕ್ರೀಡಾಕೂಟದಲ್ಲಿ 500ಕ್ಕೂ ಹೆಚ್ಚು ಮಂದಿ ಭಾಗವಹಿಸಿದ್ದಾರೆ. (355, 1334, 875, 1488)
sports-headline: ಮೈಸೂರಲ್ಲಿ ಜಿಲ್ಲಾ ಮಟ್ಟದ ಸರ್ಕಾರಿ ನೌಕರರ ಕ್ರೀಡಾಕೂಟ ಆರಂಭ (86, 1023, 740, 1060)
registration-dot (769, 2294, 783, 2307)
five-generations-photo (86, 2097, 308, 2267)
column-divider (886, 1022, 887, 1524)
sports-body-col1: ಮೈಸೂರು, ಮಾ.10(ಆರ್‌ಕೆ)–ಮೈಸೂರಿನ ಚಾಮುಂಡಿ ವಿಹಾರ ಕ್ರೀಡಾಂಗಣದಲ್ಲಿ ಎರಡು ದಿನಗಳ ರಾಜ್ಯ ಸರ್ಕಾರಿ ನೌಕರರ ಜಿಲ್ಲಾ ಮಟ್ಟದ ಕ್ರೀಡಾಕೂಟ ಹಾಗೂ ಸಾಂಸ್ಕೃತಿಕ ಸ್ಪರ್ಧೆಗಳು ಇಂದಿನಿಂದ ಆರಂಭವಾದವು. ಜಿಲ್ಲಾಡಳಿತ, ಜಿಲ್ಲಾ ಪಂಚಾಯತ್ ಹಾಗೂ ರಾಜ್ಯ ಸರ್ಕಾರಿ ನೌಕರರ ಸಂಘದ ಸಂಯುಕ್ತಾಶ್ರಯದಲ್ಲಿ ಆಯೋಜಿಸಿರುವ ಕ್ರೀಡಾಕೂಟದಲ್ಲಿ 500ಕ್ಕೂ ಹೆಚ್ಚು ಮಂದಿ ಭಾಗವಹಿಸಿದ್ದಾರೆ. (86, 1078, 348, 1212)
walkathon-headline: ಕಿಡ್ನಿ ಆರೋಗ್ಯ ಜಾಗೃತಿ ವಾಕಥಾನ್ (86, 1533, 367, 1563)
apollo-headline: ಮೈಸೂರಿನ ಅಪೋಲೋ ಬಿಜಿಎಸ್ ಆಸ್ಪತ್ರೆಯಲ್ಲಿ ಮಿದುಳು ನಿಷ್ಕ್ರಿಯಗೊಂಡಿದ್ದ ಗೃಹಿಣಿ ಅಂಗಾಂಗ ದಾನ (1301, 1531, 1473, 1603)
